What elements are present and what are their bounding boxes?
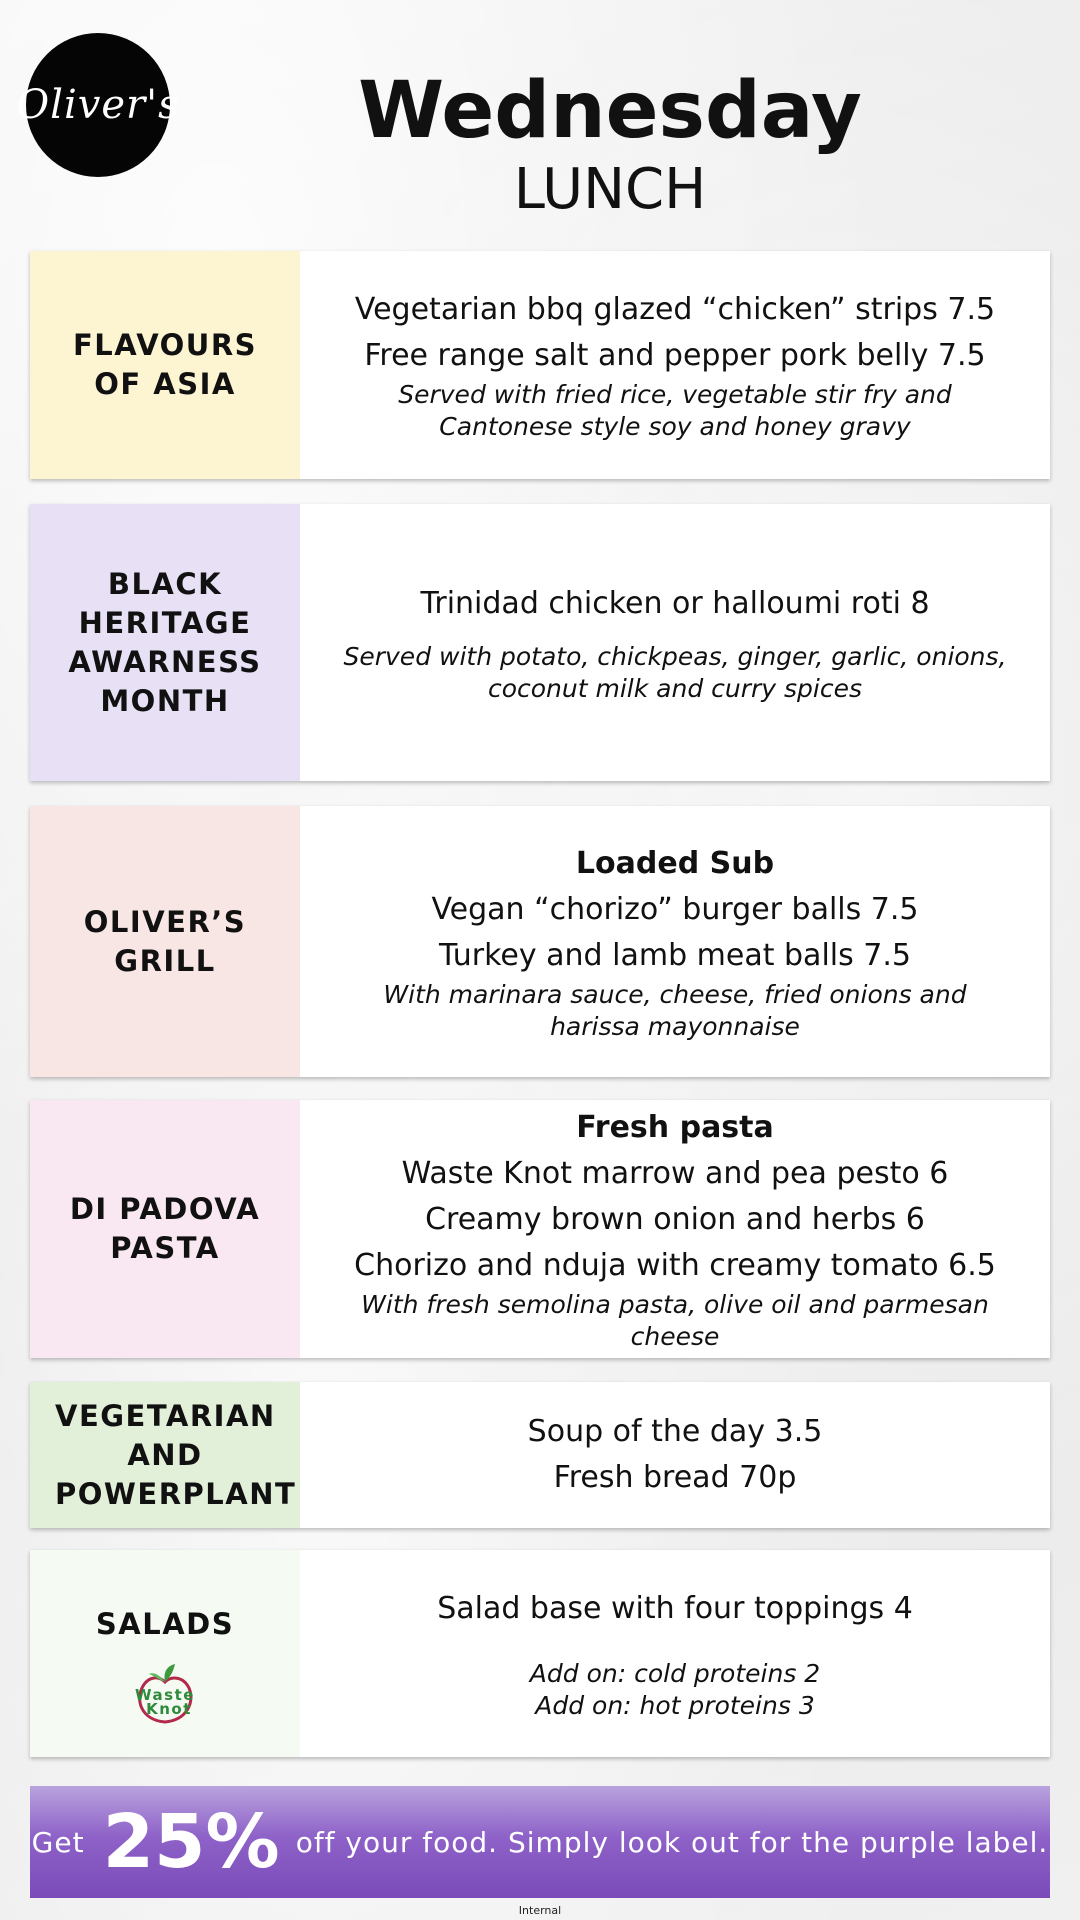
menu-item: Trinidad chicken or halloumi roti 8 xyxy=(420,585,930,621)
menu-heading: Fresh pasta xyxy=(576,1110,774,1145)
logo-text: Oliver's xyxy=(16,82,180,128)
menu-item: Waste Knot marrow and pea pesto 6 xyxy=(401,1156,949,1191)
svg-text:Waste: Waste xyxy=(135,1686,195,1704)
category-label: DI PADOVA PASTA xyxy=(69,1192,261,1265)
page-title-day: Wednesday xyxy=(358,66,862,156)
waste-knot-logo xyxy=(131,1660,199,1728)
category-label: OLIVER’S GRILL xyxy=(83,904,247,978)
menu-note: With fresh semolina pasta, olive oil and parmesan cheese xyxy=(361,1290,989,1351)
menu-item: Vegetarian bbq glazed “chicken” strips 7.5 xyxy=(354,292,996,327)
menu-section-flavours-of-asia xyxy=(30,251,1050,479)
section-items xyxy=(300,1382,1050,1528)
menu-item: Free range salt and pepper pork belly 7.5 xyxy=(364,338,986,373)
footer-label: Internal xyxy=(518,1904,562,1917)
menu-item: Fresh bread 70p xyxy=(553,1460,797,1495)
section-items xyxy=(300,1100,1050,1358)
menu-item: Chorizo and nduja with creamy tomato 6.5 xyxy=(354,1248,996,1283)
menu-note: Served with fried rice, vegetable stir fry and Cantonese style soy and honey gravy xyxy=(398,380,952,441)
menu-section-salads xyxy=(30,1550,1050,1757)
svg-text:Knot: Knot xyxy=(146,1700,192,1718)
category-label: SALADS xyxy=(95,1607,235,1641)
menu-note: Add on: cold proteins 2 xyxy=(529,1658,821,1688)
section-items xyxy=(300,1550,1050,1757)
menu-item: Salad base with four toppings 4 xyxy=(437,1590,913,1626)
menu-note: With marinara sauce, cheese, fried onions and harissa mayonnaise xyxy=(383,979,967,1041)
menu-item: Vegan “chorizo” burger balls 7.5 xyxy=(431,891,919,927)
section-items xyxy=(300,504,1050,781)
section-category xyxy=(30,504,300,781)
category-label: VEGETARIAN AND POWERPLANT xyxy=(55,1398,297,1511)
menu-heading: Loaded Sub xyxy=(575,845,775,881)
section-category xyxy=(30,1550,300,1757)
menu-item: Turkey and lamb meat balls 7.5 xyxy=(438,937,911,973)
olivers-logo xyxy=(16,33,180,177)
category-label: FLAVOURS OF ASIA xyxy=(72,328,258,401)
menu-section-black-heritage xyxy=(30,504,1050,781)
section-category xyxy=(30,1100,300,1358)
menu-section-vegetarian-powerplant xyxy=(30,1382,1050,1528)
menu-note: Add on: hot proteins 3 xyxy=(535,1690,815,1720)
menu-section-di-padova-pasta xyxy=(30,1100,1050,1358)
menu-item: Soup of the day 3.5 xyxy=(527,1414,823,1449)
section-category xyxy=(30,251,300,479)
section-items xyxy=(300,806,1050,1077)
section-category xyxy=(30,1382,300,1528)
menu-note: Served with potato, chickpeas, ginger, garlic, onions, coconut milk and curry spices xyxy=(343,641,1007,703)
section-category xyxy=(30,806,300,1077)
category-label: BLACK HERITAGE AWARNESS MONTH xyxy=(68,566,262,718)
promo-banner xyxy=(30,1786,1050,1898)
promo-prefix: Get xyxy=(31,1825,85,1859)
menu-section-olivers-grill xyxy=(30,806,1050,1077)
promo-suffix: off your food. Simply look out for the purple label. xyxy=(295,1825,1049,1859)
page-subtitle-meal: LUNCH xyxy=(513,157,707,222)
menu-item: Creamy brown onion and herbs 6 xyxy=(425,1202,925,1237)
promo-highlight: 25% xyxy=(102,1799,280,1885)
section-items xyxy=(300,251,1050,479)
